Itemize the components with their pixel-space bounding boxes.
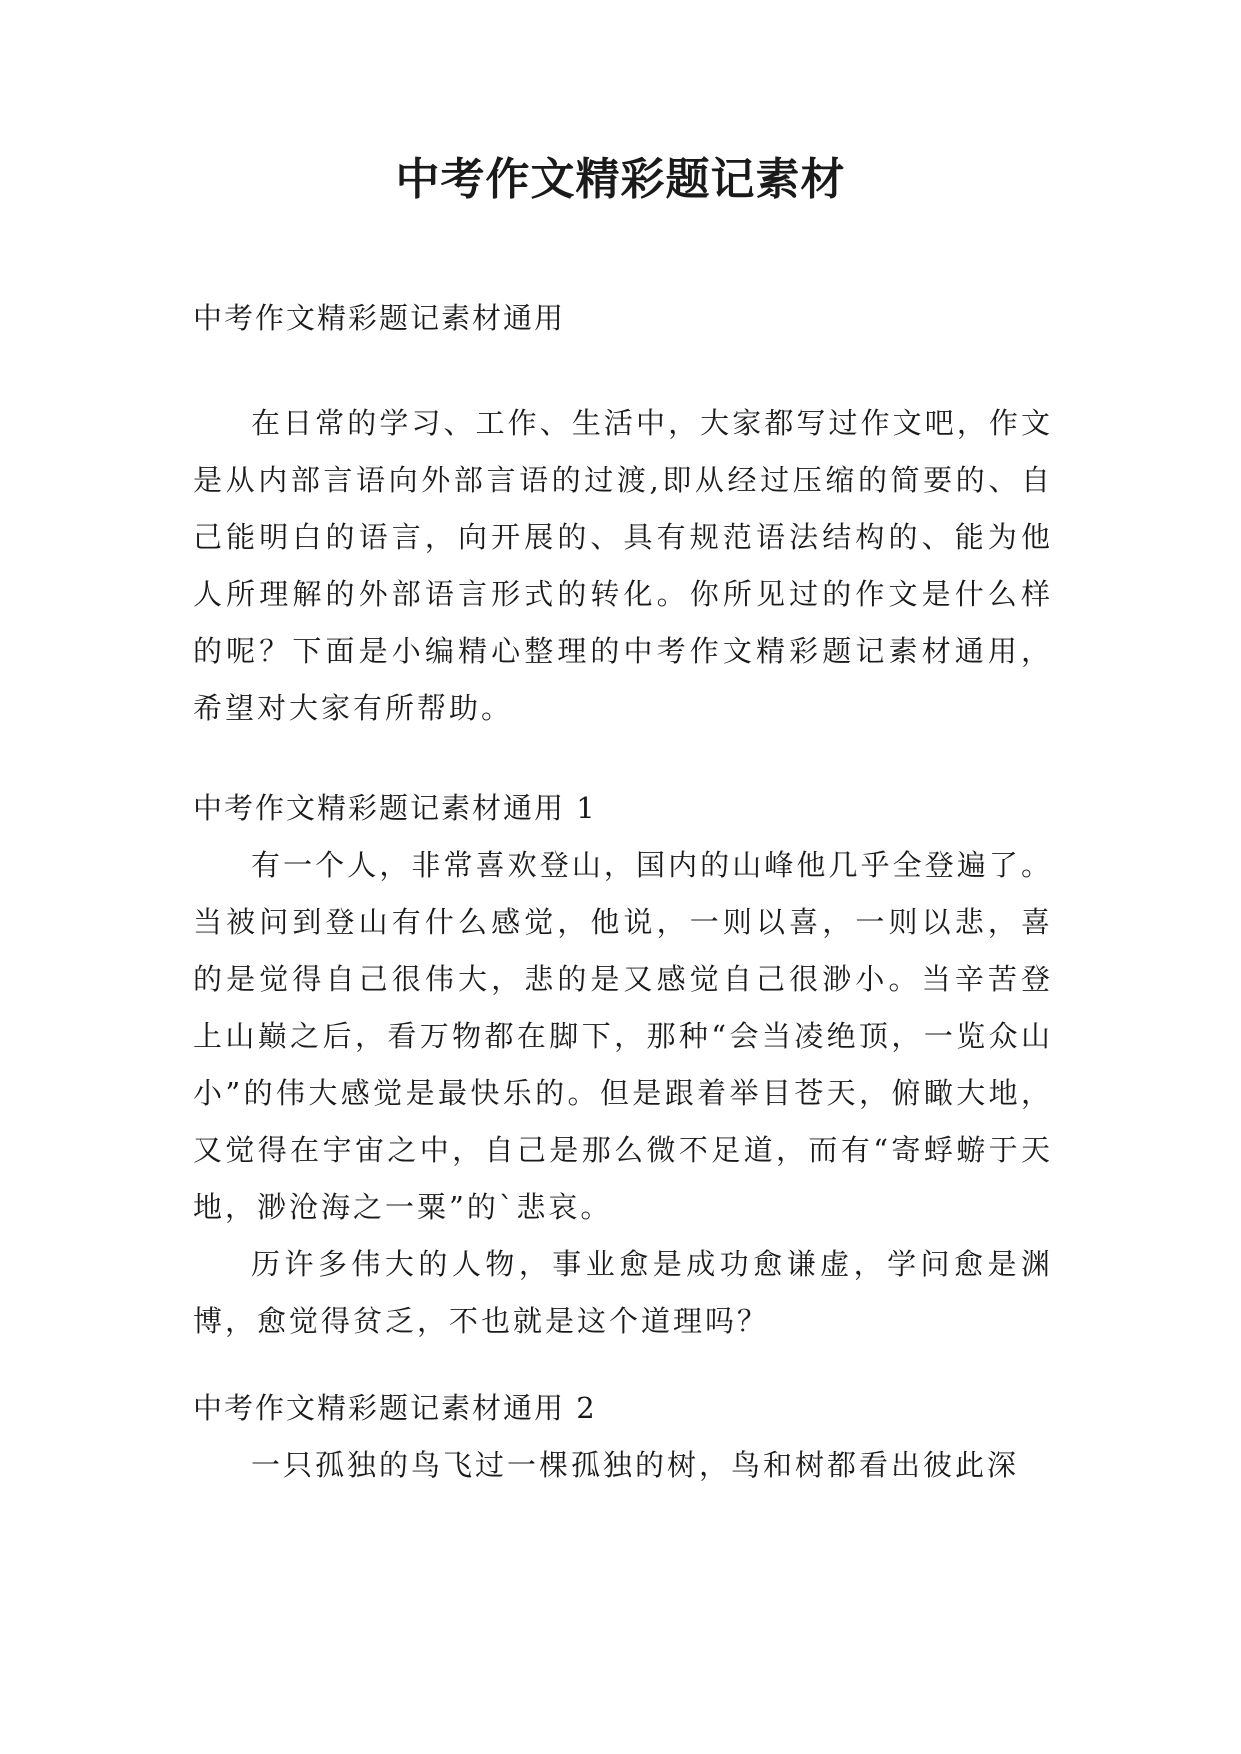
section-1-paragraph-2: 历许多伟大的人物，事业愈是成功愈谦虚，学问愈是渊博，愈觉得贫乏，不也就是这个道理吗？ (193, 1247, 1053, 1338)
spacer (193, 347, 1053, 395)
section-1-paragraph-1: 有一个人，非常喜欢登山，国内的山峰他几乎全登遍了。当被问到登山有什么感觉，他说，一则以喜，一则以悲，喜的是觉得自己很伟大，悲的是又感觉自己很渺小。当辛苦登上山巅之后，看万物都在脚下，那种“会当凌绝顶，一览众山小”的伟大感觉是最快乐的。但是跟着举目苍天，俯瞰大地，又觉得在宇宙之中，自己是那么微不足道，而有“寄蜉蝣于天地，渺沧海之一粟”的`悲哀。 (193, 848, 1053, 1224)
spacer (193, 1350, 1053, 1380)
section-heading-2: 中考作文精彩题记素材通用 2 (193, 1391, 597, 1425)
section-2-paragraph-1: 一只孤独的鸟飞过一棵孤独的树，鸟和树都看出彼此深 (251, 1448, 1020, 1482)
document-title: 中考作文精彩题记素材 (395, 154, 846, 205)
document-body (193, 290, 1053, 1494)
intro-paragraph: 在日常的学习、工作、生活中，大家都写过作文吧，作文是从内部言语向外部言语的过渡,即从经过压缩的简要的、自己能明白的语言，向开展的、具有规范语法结构的、能为他人所理解的外部语言形式的转化。你所见过的作文是什么样的呢？下面是小编精心整理的中考作文精彩题记素材通用，希望对大家有所帮助。 (193, 406, 1053, 725)
spacer (193, 737, 1053, 780)
section-heading-1: 中考作文精彩题记素材通用 1 (193, 791, 597, 825)
document-subtitle: 中考作文精彩题记素材通用 (193, 301, 566, 335)
